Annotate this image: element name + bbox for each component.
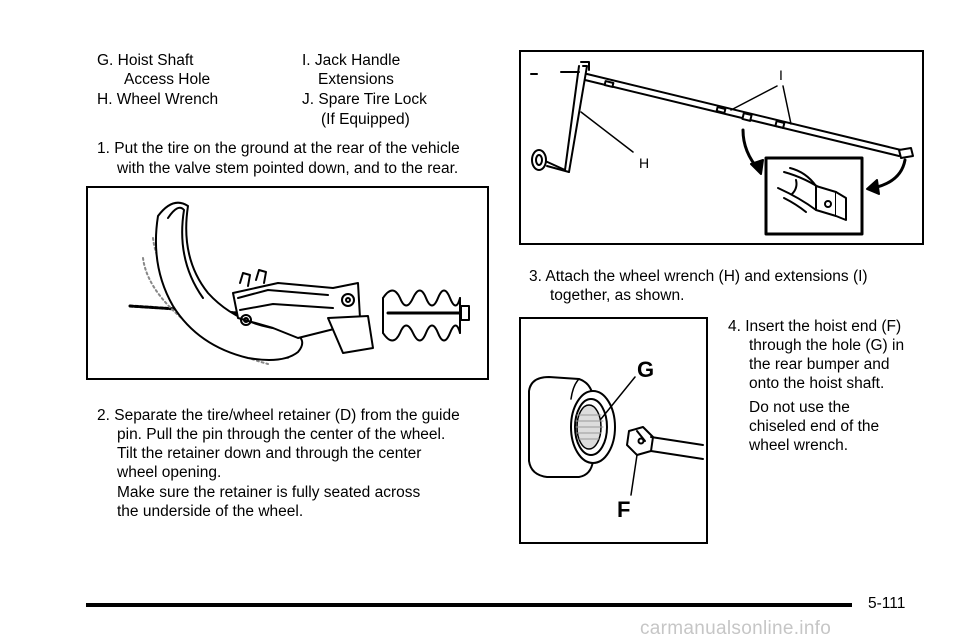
step3-line2: together, as shown. <box>550 287 685 304</box>
step2-note-line1: Make sure the retainer is fully seated across <box>117 484 421 501</box>
legend-j-line1: J. Spare Tire Lock <box>302 91 427 108</box>
legend-h: H. Wheel Wrench <box>97 91 219 108</box>
step4-line2: through the hole (G) in <box>749 337 905 354</box>
page-number: 5-111 <box>868 595 906 612</box>
hoist-label-g: G <box>637 357 655 382</box>
legend-i-line1: I. Jack Handle <box>302 52 401 69</box>
tire-retainer-figure <box>86 186 489 380</box>
legend-j-line2: (If Equipped) <box>321 111 410 128</box>
step2-line1: 2. Separate the tire/wheel retainer (D) from the guide <box>97 407 460 424</box>
watermark: carmanualsonline.info <box>640 618 832 639</box>
step2-note-line2: the underside of the wheel. <box>117 503 304 520</box>
step2-line4: wheel opening. <box>117 464 222 481</box>
step4-line3: the rear bumper and <box>749 356 890 373</box>
step4-note-line1: Do not use the <box>749 399 850 416</box>
step4-line4: onto the hoist shaft. <box>749 375 885 392</box>
wrench-label-i: I <box>779 67 783 83</box>
step2-line3: Tilt the retainer down and through the center <box>117 445 422 462</box>
legend-g-line2: Access Hole <box>124 71 211 88</box>
step4-line1: 4. Insert the hoist end (F) <box>728 318 902 335</box>
hoist-label-f: F <box>617 497 631 522</box>
wrench-label-h: H <box>639 155 650 171</box>
step1-line2: with the valve stem pointed down, and to the rear. <box>117 160 459 177</box>
step4-note-line3: wheel wrench. <box>749 437 849 454</box>
step1-line1: 1. Put the tire on the ground at the rear of the vehicle <box>97 140 460 157</box>
legend-g-line1: G. Hoist Shaft <box>97 52 194 69</box>
footer-rule <box>86 603 852 607</box>
wheel-wrench-figure <box>519 50 924 245</box>
hoist-insertion-figure <box>519 317 708 544</box>
step3-line1: 3. Attach the wheel wrench (H) and extensions (I) <box>529 268 868 285</box>
legend-i-line2: Extensions <box>318 71 394 88</box>
step4-note-line2: chiseled end of the <box>749 418 880 435</box>
step2-line2: pin. Pull the pin through the center of the wheel. <box>117 426 446 443</box>
